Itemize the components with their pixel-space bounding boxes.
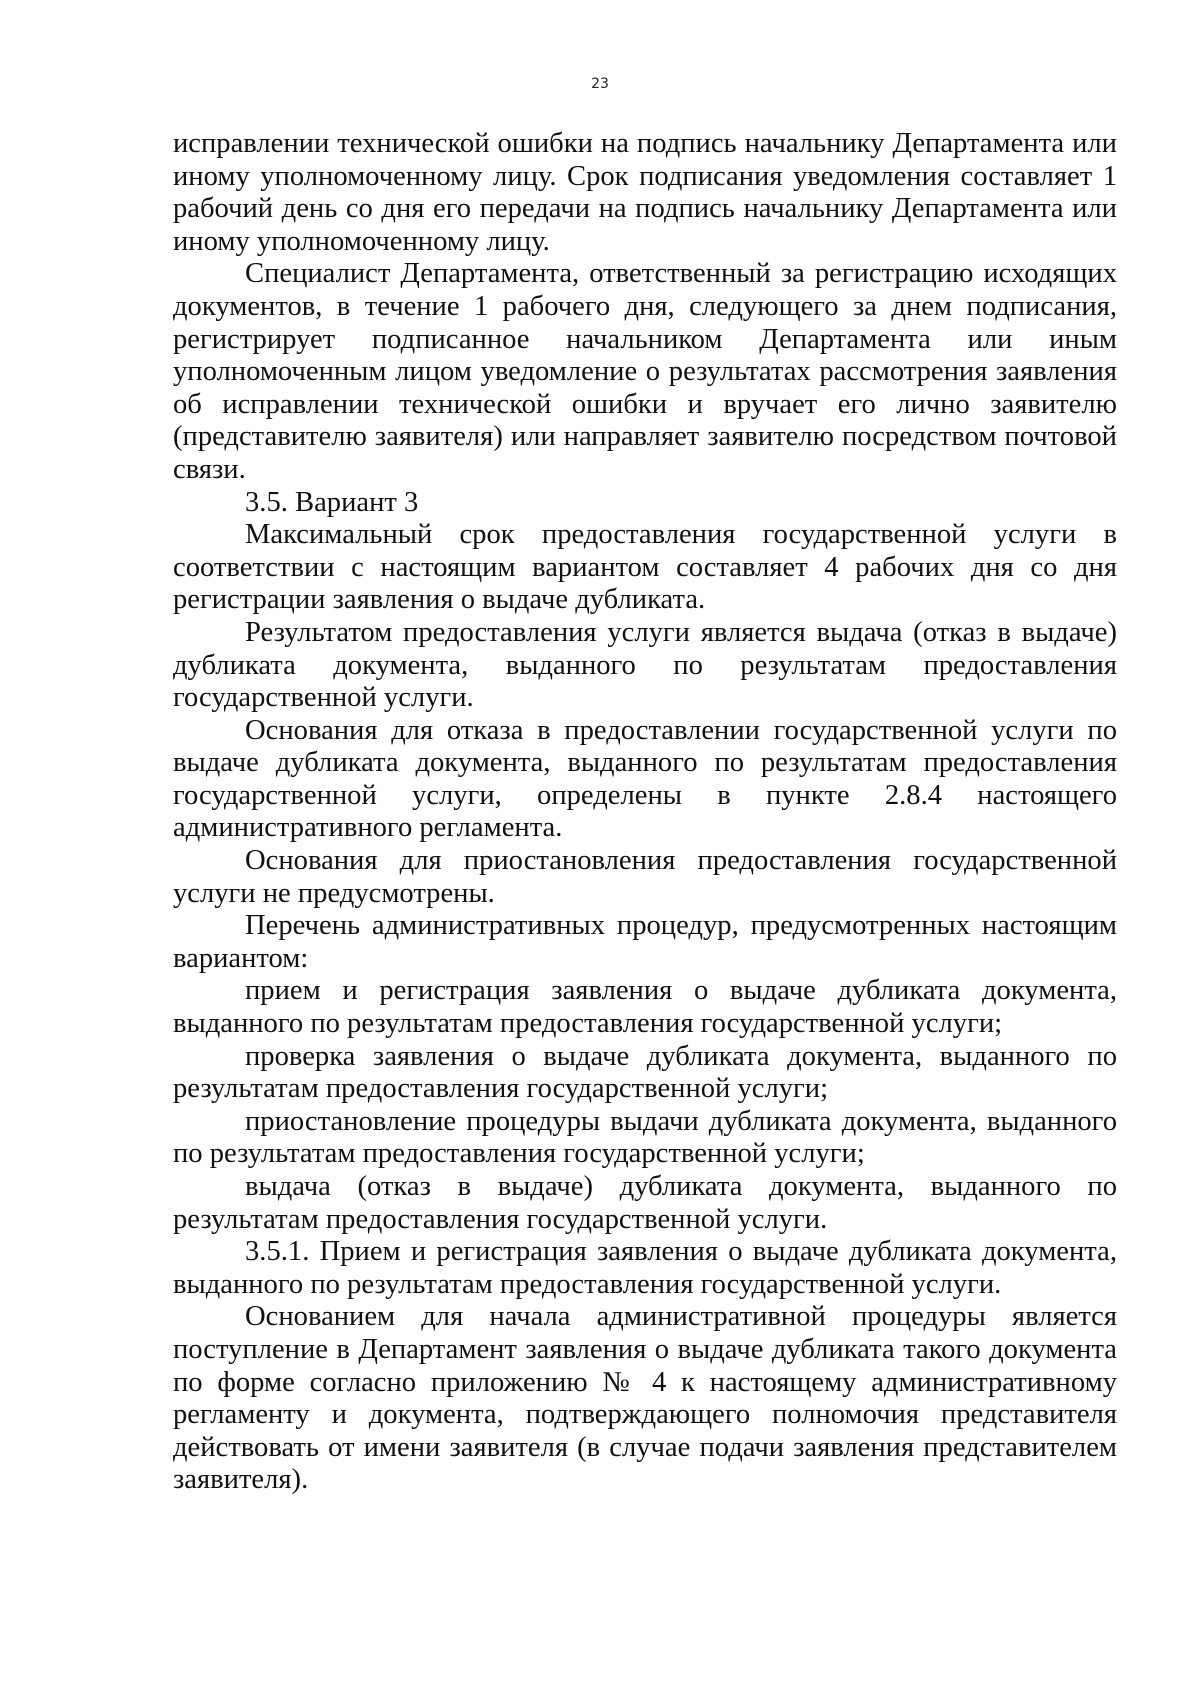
paragraph-outgoing-registration: Специалист Департамента, ответственный за регистрацию исходящих документов, в течение 1 рабочего дня, следующего за днем подписания, регистрирует подписанное начальником Департамента или иным уполномоченным лицом уведомление о результатах рассмотрения заявления об исправлении технической ошибки и вручает его лично заявителю (представителю заявителя) или направляет заявителю посредством почтовой связи.: [173, 258, 1117, 485]
section-heading-3-5: 3.5. Вариант 3: [245, 486, 419, 518]
paragraph-suspension-grounds: Основания для приостановления предоставления государственной услуги не предусмотрены.: [173, 845, 1117, 909]
paragraph-max-term: Максимальный срок предоставления государственной услуги в соответствии с настоящим вариантом составляет 4 рабочих дня со дня регистрации заявления о выдаче дубликата.: [173, 519, 1117, 616]
page-number: 23: [591, 76, 609, 92]
list-item-issuance: выдача (отказ в выдаче) дубликата документа, выданного по результатам предоставления государственной услуги.: [173, 1171, 1117, 1235]
paragraph-procedures-list-intro: Перечень административных процедур, предусмотренных настоящим вариантом:: [173, 910, 1117, 974]
list-item-reception: прием и регистрация заявления о выдаче дубликата документа, выданного по результатам предоставления государственной услуги;: [173, 975, 1117, 1040]
section-heading-3-5-1: 3.5.1. Прием и регистрация заявления о выдаче дубликата документа, выданного по результатам предоставления государственной услуги.: [173, 1236, 1117, 1300]
list-item-suspension: приостановление процедуры выдачи дубликата документа, выданного по результатам предоставления государственной услуги;: [173, 1105, 1117, 1170]
paragraph-procedure-basis: Основанием для начала административной процедуры является поступление в Департамент заявления о выдаче дубликата такого документа по форме согласно приложению № 4 к настоящему административному регламенту и документа, подтверждающего полномочия представителя действовать от имени заявителя (в случае подачи заявления представителем заявителя).: [173, 1301, 1117, 1496]
paragraph-result: Результатом предоставления услуги является выдача (отказ в выдаче) дубликата документа, выданного по результатам предоставления государственной услуги.: [173, 616, 1117, 714]
list-item-verification: проверка заявления о выдаче дубликата документа, выданного по результатам предоставления государственной услуги;: [173, 1040, 1117, 1105]
paragraph-tech-error-notice-signing: исправлении технической ошибки на подпись начальнику Департамента или иному уполномоченному лицу. Срок подписания уведомления составляет 1 рабочий день со дня его передачи на подпись начальнику Департамента или иному уполномоченному лицу.: [173, 128, 1117, 257]
document-body: [173, 128, 1117, 1497]
paragraph-refusal-grounds: Основания для отказа в предоставлении государственной услуги по выдаче дубликата документа, выданного по результатам предоставления государственной услуги, определены в пункте 2.8.4 настоящего административного регламента.: [173, 714, 1117, 844]
